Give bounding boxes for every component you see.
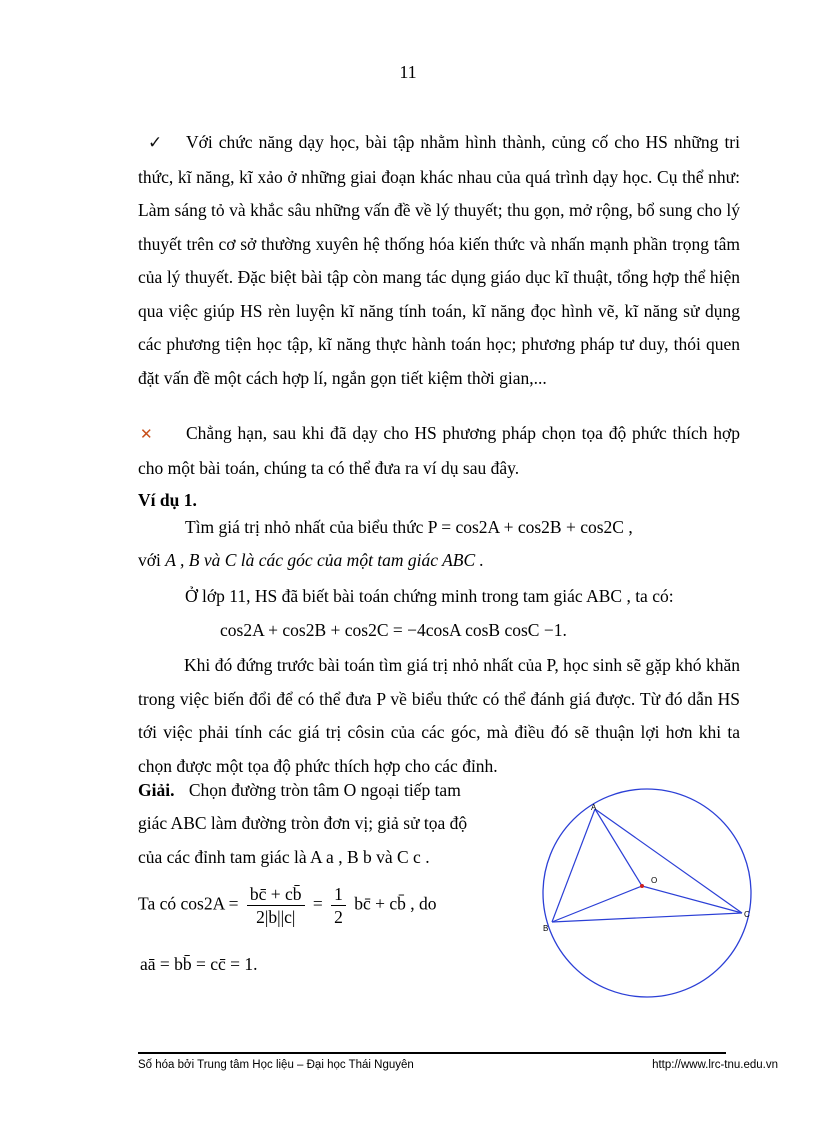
checkmark-icon: ✓ <box>148 133 163 153</box>
solution-line-3: của các đỉnh tam giác là A a , B b và C c . <box>138 847 430 867</box>
fraction-numerator: bc̄ + cb̄ <box>247 883 305 906</box>
solution-text: Chọn đường tròn tâm O ngoại tiếp tam <box>188 780 461 800</box>
side-ab <box>552 809 595 922</box>
label-o: O <box>651 876 658 885</box>
cosine-formula <box>138 883 437 928</box>
footer-source: Số hóa bởi Trung tâm Học liệu – Đại học Thái Nguyên <box>138 1059 414 1071</box>
paragraph-text: Với chức năng dạy học, bài tập nhằm hình thành, củng cố cho HS những tri thức, kĩ năng, kĩ xảo ở những giai đoạn khác nhau của quá trình dạy học. Cụ thể như: Làm sáng tỏ và khắc sâu những vấn đề về lý thuyết; thu gọn, mở rộng, bổ sung cho lý thuyết trên cơ sở thường xuyên hệ thống hóa kiến thức và nhấn mạnh phần trọng tâm của lý thuyết. Đặc biệt bài tập còn mang tác dụng giáo dục kĩ thuật, tổng hợp thể hiện qua việc giúp HS rèn luyện kĩ năng tính toán, kĩ năng đọc hình vẽ, kĩ năng sử dụng các phương tiện học tập, kĩ năng thực hành toán học; phương pháp tư duy, thói quen đặt vấn đề một cách hợp lí, ngắn gọn tiết kiệm thời gian,... <box>138 132 740 388</box>
paragraph-text: Chẳng hạn, sau khi đã dạy cho HS phương pháp chọn tọa độ phức thích hợp cho một bài toán, chúng ta có thể đưa ra ví dụ sau đây. <box>138 423 740 478</box>
footer-divider <box>138 1052 726 1054</box>
solution-line-2: giác ABC làm đường tròn đơn vị; giả sử tọa độ <box>138 813 468 833</box>
page-number: 11 <box>399 62 417 82</box>
segment-oa <box>595 809 642 886</box>
cross-bullet-icon: ✕ <box>140 425 153 443</box>
ta-co-text: Ta có cos2A = <box>138 893 239 914</box>
triangle-figure <box>535 782 775 1022</box>
paragraph-teaching-function <box>138 126 740 395</box>
segment-oc <box>642 886 742 913</box>
grade11-statement: Ở lớp 11, HS đã biết bài toán chứng minh trong tam giác ABC , ta có: <box>185 586 674 606</box>
after-fraction-text: bc̄ + cb̄ , do <box>354 893 437 914</box>
fraction-main <box>247 883 305 928</box>
label-b: B <box>543 924 549 933</box>
problem-statement <box>185 517 633 538</box>
circumcircle <box>543 789 751 997</box>
footer-url[interactable]: http://www.lrc-tnu.edu.vn <box>652 1059 778 1071</box>
segment-ob <box>552 886 642 922</box>
problem-text: Tìm giá trị nhỏ nhất của biểu thức <box>185 517 428 537</box>
equals-sign: = <box>312 893 323 914</box>
example-heading: Ví dụ 1. <box>138 490 197 510</box>
fraction-half <box>331 883 346 928</box>
center-point <box>640 884 644 888</box>
paragraph-example-intro <box>138 417 740 485</box>
fraction-numerator: 1 <box>331 883 346 906</box>
identity-formula: cos2A + cos2B + cos2C = −4cosA cosB cosC −1. <box>220 620 567 640</box>
label-c: C <box>744 910 750 919</box>
solution-line-1 <box>138 780 461 801</box>
problem-formula: P = cos2A + cos2B + cos2C , <box>427 517 633 537</box>
fraction-denominator: 2|b||c| <box>256 907 296 927</box>
side-ac <box>595 809 742 913</box>
prefix-text: với <box>138 550 166 570</box>
angles-text: A , B và C là các góc của một tam giác ABC . <box>165 550 484 570</box>
solution-label: Giải. <box>138 780 175 800</box>
unit-relation: aā = bb̄ = cc̄ = 1. <box>140 954 258 974</box>
problem-angles-line <box>138 550 484 571</box>
paragraph-difficulty: Khi đó đứng trước bài toán tìm giá trị nhỏ nhất của P, học sinh sẽ gặp khó khăn trong việc biến đổi để có thể đưa P về biểu thức có thể đánh giá được. Từ đó dẫn HS tới việc phải tính các giá trị côsin của các góc, mà điều đó sẽ thuận lợi hơn khi ta chọn được một tọa độ phức thích hợp cho các đỉnh. <box>138 655 740 776</box>
label-a: A <box>591 803 597 812</box>
side-bc <box>552 913 742 922</box>
fraction-denominator: 2 <box>334 907 343 927</box>
